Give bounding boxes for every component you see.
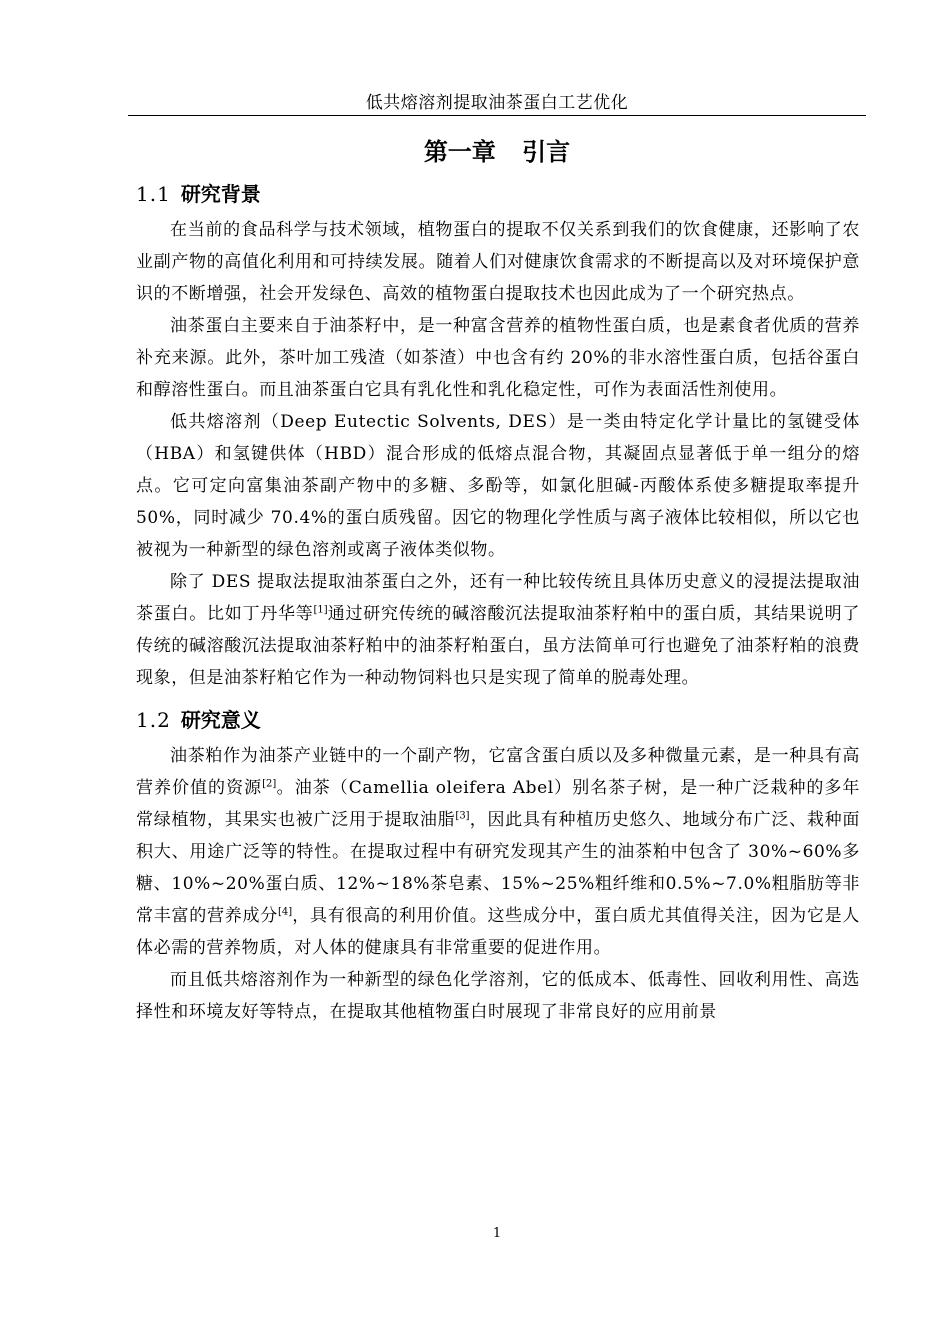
section-heading-1-2 [136, 704, 860, 736]
paragraph: 低共熔溶剂（Deep Eutectic Solvents, DES）是一类由特定化学计量比的氢键受体（HBA）和氢键供体（HBD）混合形成的低熔点混合物，其凝固点显著低于单一组分的熔点。它可定向富集油茶副产物中的多糖、多酚等，如氯化胆碱-丙酸体系使多糖提取率提升 50%，同时减少 70.4%的蛋白质残留。因它的物理化学性质与离子液体比较相似，所以它也被视为一种新型的绿色溶剂或离子液体类似物。 [136, 412, 860, 560]
paragraph-text: ，具有很高的利用价值。这些成分中，蛋白质尤其值得关注，因为它是人体必需的营养物质，对人体的健康具有非常重要的促进作用。 [136, 906, 860, 958]
header-rule [128, 115, 866, 116]
citation-ref-4[interactable]: [4] [277, 906, 293, 918]
paragraph-text: 油茶粕作为油茶产业链中的一个副产物，它富含蛋白质以及多种微量元素，是一种具有高营养价值的资源 [136, 746, 860, 798]
citation-ref-3[interactable]: [3] [455, 810, 470, 822]
running-header: 低共熔溶剂提取油茶蛋白工艺优化 [365, 93, 629, 113]
section-title: 研究意义 [180, 708, 261, 732]
paragraph [136, 740, 860, 964]
citation-ref-2[interactable]: [2] [262, 778, 277, 790]
paragraph-text: 除了 DES 提取法提取油茶蛋白之外，还有一种比较传统且具体历史意义的浸提法提取油茶蛋白。比如丁丹华等 [136, 572, 860, 624]
paragraph [136, 566, 860, 694]
chapter-title: 第一章 引言 [423, 138, 571, 166]
section-number: 1.2 [136, 708, 171, 732]
section-title: 研究背景 [180, 182, 261, 206]
paragraph-text: 通过研究传统的碱溶酸沉法提取油茶籽粕中的蛋白质，其结果说明了传统的碱溶酸沉法提取油茶籽粕中的油茶籽粕蛋白，虽方法简单可行也避免了油茶籽粕的浪费现象，但是油茶籽粕它作为一种动物饲料也只是实现了简单的脱毒处理。 [136, 604, 861, 688]
paragraph: 油茶蛋白主要来自于油茶籽中，是一种富含营养的植物性蛋白质，也是素食者优质的营养补充来源。此外，茶叶加工残渣（如茶渣）中也含有约 20%的非水溶性蛋白质，包括谷蛋白和醇溶性蛋白。而且油茶蛋白它具有乳化性和乳化稳定性，可作为表面活性剂使用。 [136, 316, 860, 400]
paragraph-text: 。油茶（Camellia oleifera Abel）别名茶子树，是一种广泛栽种的多年常绿植物，其果实也被广泛用于提取油脂 [136, 778, 860, 830]
body-text [136, 178, 860, 1028]
section-heading-1-1 [136, 178, 860, 210]
page-number: 1 [492, 1226, 502, 1241]
section-number: 1.1 [136, 182, 171, 206]
citation-ref-1[interactable]: [1] [313, 604, 328, 616]
paragraph: 在当前的食品科学与技术领域，植物蛋白的提取不仅关系到我们的饮食健康，还影响了农业副产物的高值化利用和可持续发展。随着人们对健康饮食需求的不断提高以及对环境保护意识的不断增强，社会开发绿色、高效的植物蛋白提取技术也因此成为了一个研究热点。 [136, 220, 860, 304]
paragraph: 而且低共熔溶剂作为一种新型的绿色化学溶剂，它的低成本、低毒性、回收利用性、高选择性和环境友好等特点，在提取其他植物蛋白时展现了非常良好的应用前景 [136, 970, 860, 1022]
paragraph-text: ，因此具有种植历史悠久、地域分布广泛、栽种面积大、用途广泛等的特性。在提取过程中有研究发现其产生的油茶粕中包含了 30%~60%多糖、10%~20%蛋白质、12%~18%茶皂素、15%~25%粗纤维和0.5%~7.0%粗脂肪等非常丰富的营养成分 [136, 810, 860, 926]
